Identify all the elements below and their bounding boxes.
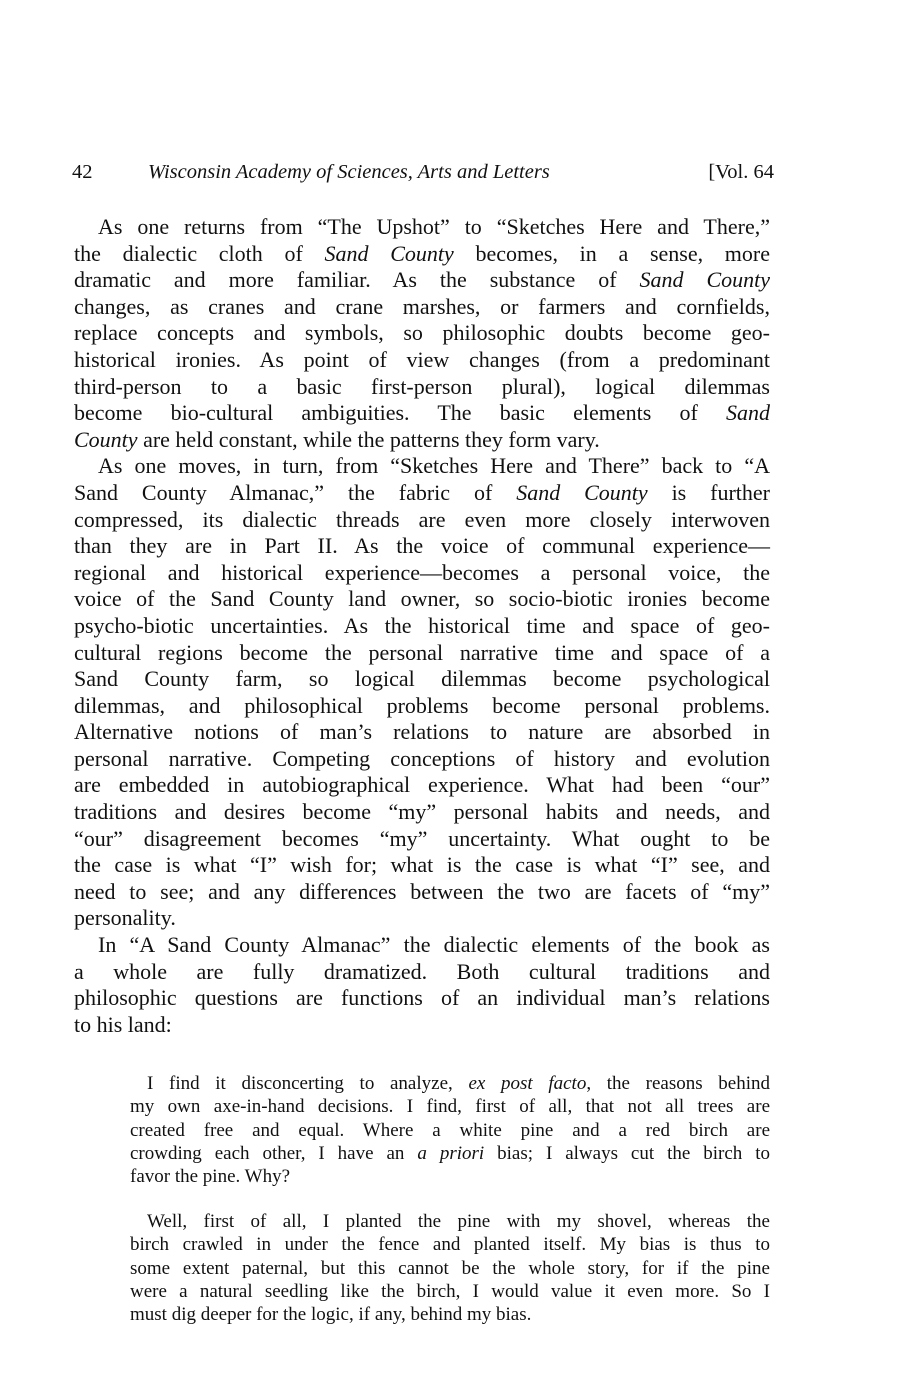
block-quote	[130, 1072, 770, 1188]
text-line: to his land:	[74, 1011, 172, 1037]
text-line: philosophic questions are functions of an individual man’s relations	[74, 985, 770, 1011]
text-line: birch crawled in under the fence and planted itself. My bias is thus to	[130, 1234, 770, 1256]
text-line: Sand County farm, so logical dilemmas become psychological	[74, 666, 770, 692]
text-line: As one returns from “The Upshot” to “Sketches Here and There,”	[98, 214, 770, 239]
text-line: some extent paternal, but this cannot be the whole story, for if the pine	[130, 1257, 770, 1279]
text-line: created free and equal. Where a white pine and a red birch are	[130, 1119, 770, 1141]
text-line: Alternative notions of man’s relations to nature are absorbed in	[74, 719, 770, 745]
text-line: voice of the Sand County land owner, so socio-biotic ironies become	[74, 586, 770, 612]
text-line: changes, as cranes and crane marshes, or farmers and cornfields,	[74, 293, 770, 319]
text-line: In “A Sand County Almanac” the dialectic elements of the book as	[98, 932, 770, 958]
text-line: compressed, its dialectic threads are even more closely interwoven	[74, 506, 770, 532]
volume-label: [Vol. 64	[708, 161, 774, 183]
italic-phrase: ex post facto	[468, 1073, 587, 1094]
text-line: become bio-cultural ambiguities. The basic elements of Sand	[74, 400, 770, 426]
italic-phrase: Sand County	[639, 267, 770, 293]
text-line: psycho-biotic uncertainties. As the historical time and space of geo-	[74, 612, 770, 638]
text-line: my own axe-in-hand decisions. I find, first of all, that not all trees are	[130, 1096, 770, 1118]
text-line: traditions and desires become “my” personal habits and needs, and	[74, 799, 770, 825]
text-line: “our” disagreement becomes “my” uncertainty. What ought to be	[74, 825, 770, 851]
text-line: need to see; and any differences between the two are facets of “my”	[74, 878, 770, 904]
italic-phrase: Sand County	[516, 479, 648, 505]
page-number: 42	[72, 161, 93, 183]
text-line: than they are in Part II. As the voice of communal experience—	[74, 533, 770, 559]
text-line: crowding each other, I have an a priori bias; I always cut the birch to	[130, 1142, 770, 1164]
body-text	[74, 214, 770, 1038]
italic-phrase: County	[74, 426, 138, 452]
paragraph	[74, 214, 770, 453]
text-line: County are held constant, while the patterns they form vary.	[74, 426, 600, 452]
text-line: As one moves, in turn, from “Sketches Here and There” back to “A	[98, 453, 770, 479]
journal-title: Wisconsin Academy of Sciences, Arts and Letters	[148, 161, 550, 183]
text-line: dramatic and more familiar. As the substance of Sand County	[74, 267, 770, 293]
text-line: regional and historical experience—becomes a personal voice, the	[74, 559, 770, 585]
text-line: must dig deeper for the logic, if any, behind my bias.	[130, 1304, 532, 1326]
text-line: a whole are fully dramatized. Both cultural traditions and	[74, 958, 770, 984]
paragraph	[74, 932, 770, 1038]
text-line: I find it disconcerting to analyze, ex post facto, the reasons behind	[147, 1073, 771, 1094]
text-line: historical ironies. As point of view changes (from a predominant	[74, 346, 770, 372]
text-line: dilemmas, and philosophical problems become personal problems.	[74, 692, 770, 718]
text-line: personality.	[74, 905, 176, 931]
text-line: Well, first of all, I planted the pine with my shovel, whereas the	[147, 1211, 770, 1232]
text-line: favor the pine. Why?	[130, 1166, 291, 1188]
paragraph	[74, 453, 770, 932]
text-line: personal narrative. Competing conceptions of history and evolution	[74, 745, 770, 771]
italic-phrase: a priori	[417, 1142, 485, 1164]
text-line: were a natural seedling like the birch, I would value it even more. So I	[130, 1280, 770, 1302]
text-line: the case is what “I” wish for; what is the case is what “I” see, and	[74, 852, 770, 878]
text-line: Sand County Almanac,” the fabric of Sand County is further	[74, 479, 770, 505]
running-head	[72, 158, 774, 186]
italic-phrase: Sand	[726, 400, 770, 426]
block-quote	[130, 1210, 770, 1326]
text-line: third-person to a basic first-person plural), logical dilemmas	[74, 373, 770, 399]
italic-phrase: Sand County	[324, 240, 454, 266]
text-line: replace concepts and symbols, so philosophic doubts become geo-	[74, 320, 770, 346]
text-line: the dialectic cloth of Sand County becomes, in a sense, more	[74, 240, 770, 266]
text-line: cultural regions become the personal narrative time and space of a	[74, 639, 770, 665]
text-line: are embedded in autobiographical experience. What had been “our”	[74, 772, 770, 798]
